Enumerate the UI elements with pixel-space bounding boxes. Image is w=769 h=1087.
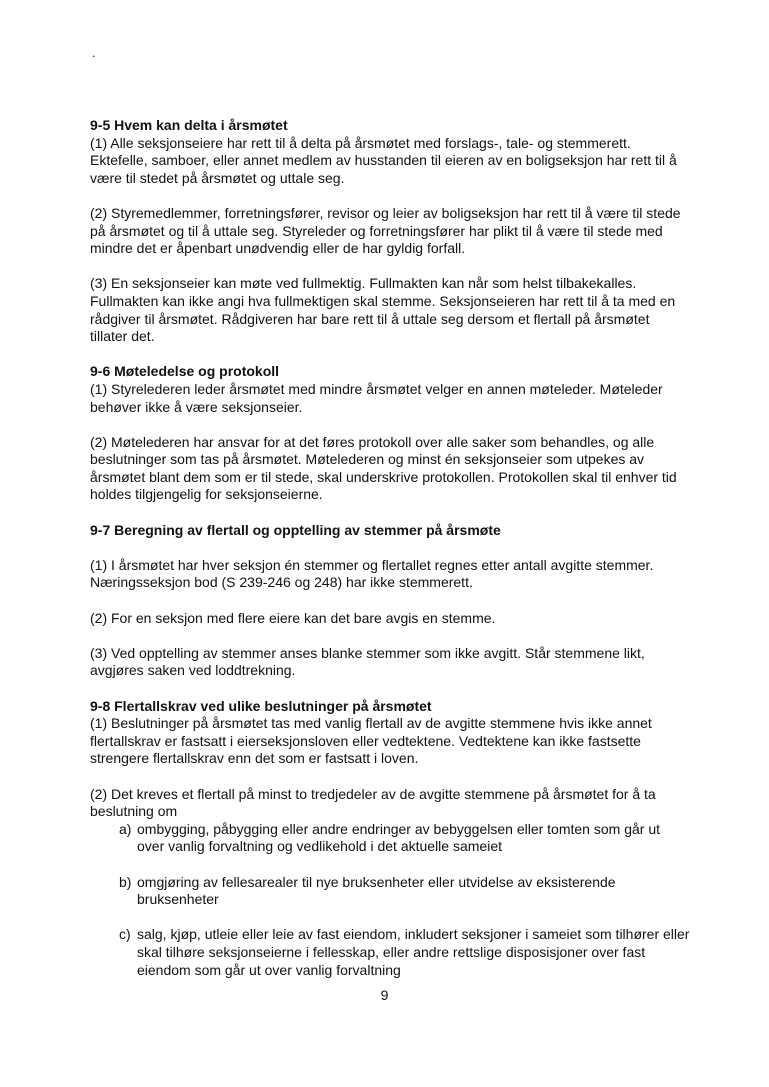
list-item bbox=[90, 821, 690, 856]
section-heading: 9-7 Beregning av flertall og opptelling av stemmer på årsmøte bbox=[90, 521, 501, 538]
document-body bbox=[90, 117, 690, 979]
list-item bbox=[90, 874, 690, 909]
section-9-8 bbox=[90, 698, 690, 980]
paragraph: (3) Ved opptelling av stemmer anses blanke stemmer som ikke avgitt. Står stemmene likt, avgjøres saken ved loddtrekning. bbox=[90, 644, 645, 679]
list-marker: b) bbox=[119, 873, 132, 890]
paragraph: (2) Styremedlemmer, forretningsfører, revisor og leier av boligseksjon har rett til å være til stede på årsmøtet og til å uttale seg. Styreleder og forretningsfører har plikt til å være til stede med mindre det er åpenbart unødvendig eller de har gyldig forfall. bbox=[90, 204, 681, 257]
list-marker: c) bbox=[119, 926, 131, 943]
section-heading: 9-5 Hvem kan delta i årsmøtet bbox=[90, 117, 288, 133]
section-heading: 9-8 Flertallskrav ved ulike beslutninger på årsmøtet bbox=[90, 697, 432, 714]
section-9-6 bbox=[90, 363, 690, 504]
paragraph: (2) For en seksjon med flere eiere kan det bare avgis en stemme. bbox=[90, 609, 496, 626]
list-item bbox=[90, 926, 690, 979]
paragraph: (1) Styrelederen leder årsmøtet med mindre årsmøtet velger en annen møteleder. Møteleder behøver ikke å være seksjonseier. bbox=[90, 380, 663, 415]
paragraph: (1) Beslutninger på årsmøtet tas med vanlig flertall av de avgitte stemmene hvis ikke annet flertallskrav er fastsatt i eierseksjonsloven eller vedtektene. Vedtektene kan ikke fastsette strengere flertallskrav enn det som er fastsatt i loven. bbox=[90, 715, 652, 767]
page-number: 9 bbox=[380, 987, 389, 1003]
list-item-text: salg, kjøp, utleie eller leie av fast eiendom, inkludert seksjoner i sameiet som tilhører eller skal tilhøre seksjonseierne i fellesskap, eller andre rettslige disposisjoner over fast eiendom som går ut over vanlig forvaltning bbox=[137, 926, 690, 978]
section-9-7 bbox=[90, 522, 690, 680]
paragraph: (1) I årsmøtet har hver seksjon én stemmer og flertallet regnes etter antall avgitte stemmer. Næringsseksjon bod (S 239-246 og 248) har ikke stemmerett. bbox=[90, 556, 654, 591]
paragraph: (2) Det kreves et flertall på minst to tredjedeler av de avgitte stemmene på årsmøtet for å ta beslutning om bbox=[90, 785, 656, 820]
header-mark: . bbox=[92, 45, 96, 60]
paragraph: (2) Møtelederen har ansvar for at det føres protokoll over alle saker som behandles, og alle beslutninger som tas på årsmøtet. Møtelederen og minst én seksjonseier som utpekes av årsmøtet blant dem som er til stede, skal underskrive protokollen. Protokollen skal til enhver tid holdes tilgjengelig for seksjonseierne. bbox=[90, 433, 677, 503]
section-9-5 bbox=[90, 117, 690, 346]
list-item-text: omgjøring av fellesarealer til nye bruksenheter eller utvidelse av eksisterende bruksenheter bbox=[137, 873, 616, 908]
list-marker: a) bbox=[119, 820, 132, 837]
decision-list bbox=[90, 821, 690, 979]
paragraph: (1) Alle seksjonseiere har rett til å delta på årsmøtet med forslags-, tale- og stemmerett. Ektefelle, samboer, eller annet medlem av husstanden til eieren av en boligseksjon har rett til å være til stedet på årsmøtet og uttale seg. bbox=[90, 134, 677, 186]
section-heading: 9-6 Møteledelse og protokoll bbox=[90, 363, 280, 380]
list-item-text: ombygging, påbygging eller andre endringer av bebyggelsen eller tomten som går ut over vanlig forvaltning og vedlikehold i det aktuelle sameiet bbox=[137, 820, 660, 855]
paragraph: (3) En seksjonseier kan møte ved fullmektig. Fullmakten kan når som helst tilbakekalles. Fullmakten kan ikke angi hva fullmektigen skal stemme. Seksjonseieren har rett til å ta med en rådgiver til årsmøtet. Rådgiveren har bare rett til å uttale seg dersom et flertall på årsmøtet tillater det. bbox=[90, 275, 676, 345]
